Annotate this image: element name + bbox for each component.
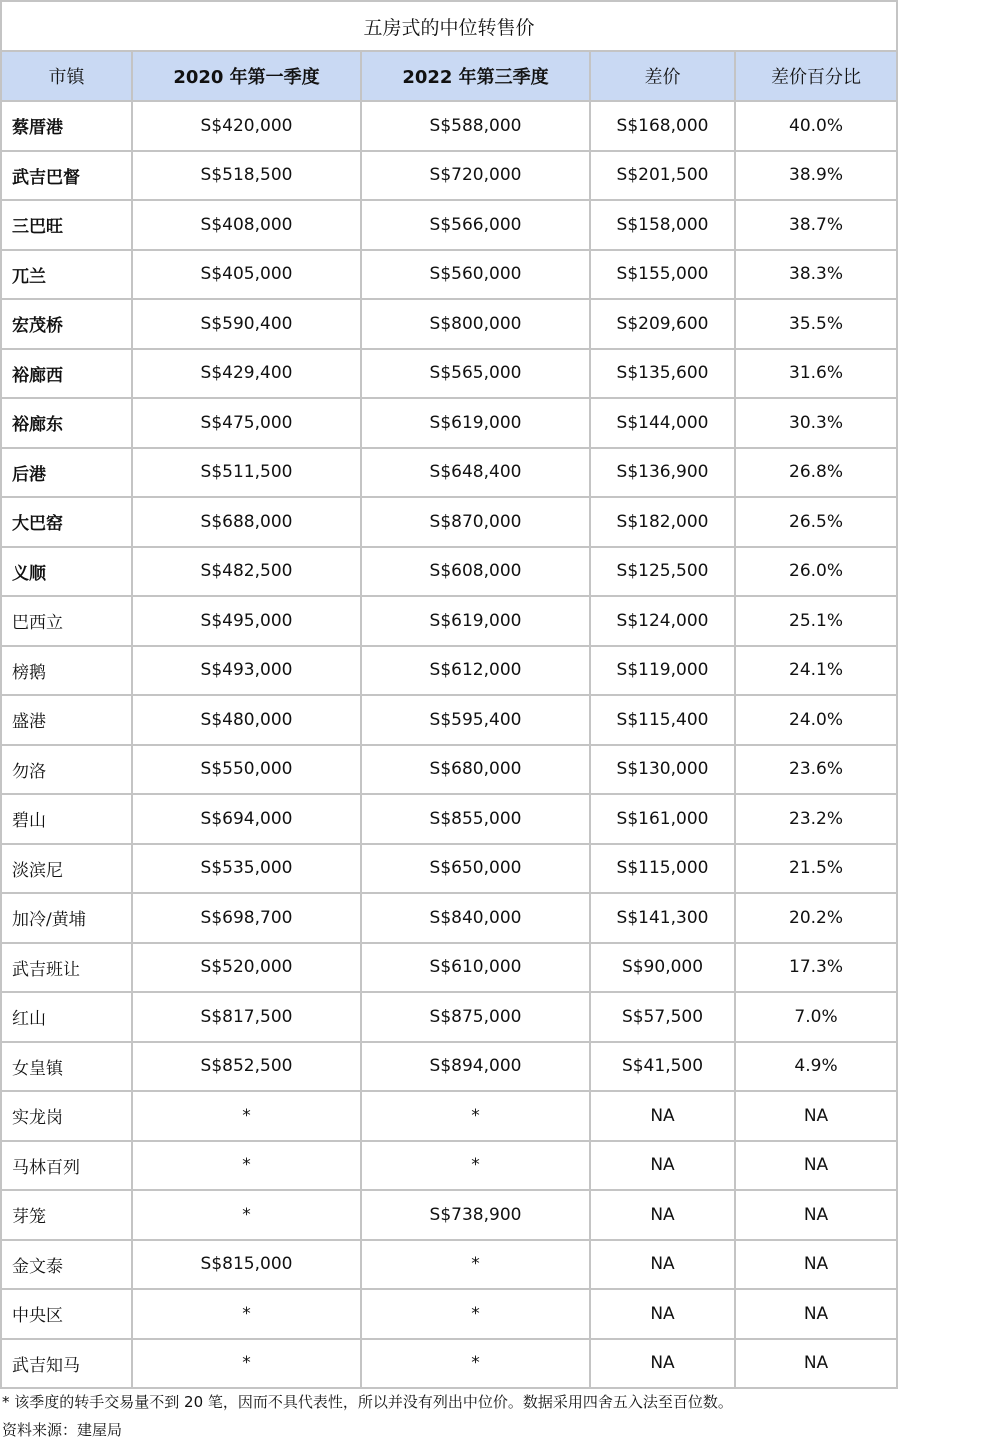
cell-2022q3: S$680,000 — [361, 745, 590, 795]
cell-2020q1: S$518,500 — [132, 151, 361, 201]
cell-2020q1: S$495,000 — [132, 596, 361, 646]
cell-difference-percent: NA — [735, 1339, 897, 1389]
table-row — [1, 151, 897, 201]
cell-town: 大巴窑 — [1, 497, 132, 547]
table-row — [1, 596, 897, 646]
cell-2022q3: S$738,900 — [361, 1190, 590, 1240]
cell-difference: S$115,000 — [590, 844, 735, 894]
cell-difference: S$209,600 — [590, 299, 735, 349]
cell-difference-percent: 35.5% — [735, 299, 897, 349]
cell-2020q1: S$480,000 — [132, 695, 361, 745]
cell-town: 宏茂桥 — [1, 299, 132, 349]
cell-2020q1: S$815,000 — [132, 1240, 361, 1290]
footnote: * 该季度的转手交易量不到 20 笔，因而不具代表性，所以并没有列出中位价。数据采用四舍五入法至百位数。 — [2, 1393, 733, 1411]
cell-town: 碧山 — [1, 794, 132, 844]
cell-difference-percent: 31.6% — [735, 349, 897, 399]
cell-difference-percent: 26.8% — [735, 448, 897, 498]
cell-difference-percent: 24.0% — [735, 695, 897, 745]
table-row — [1, 547, 897, 597]
header-town: 市镇 — [1, 51, 132, 101]
table-row — [1, 299, 897, 349]
cell-difference-percent: 21.5% — [735, 844, 897, 894]
cell-town: 红山 — [1, 992, 132, 1042]
cell-difference: S$124,000 — [590, 596, 735, 646]
cell-difference-percent: 20.2% — [735, 893, 897, 943]
cell-2022q3: S$720,000 — [361, 151, 590, 201]
cell-town: 兀兰 — [1, 250, 132, 300]
cell-difference-percent: NA — [735, 1091, 897, 1141]
cell-2020q1: S$688,000 — [132, 497, 361, 547]
cell-town: 武吉知马 — [1, 1339, 132, 1389]
table-row — [1, 943, 897, 993]
cell-2020q1: S$550,000 — [132, 745, 361, 795]
cell-difference-percent: 30.3% — [735, 398, 897, 448]
cell-difference-percent: 38.7% — [735, 200, 897, 250]
cell-difference-percent: 23.6% — [735, 745, 897, 795]
cell-difference: S$155,000 — [590, 250, 735, 300]
cell-difference: S$161,000 — [590, 794, 735, 844]
table-row — [1, 1289, 897, 1339]
cell-town: 淡滨尼 — [1, 844, 132, 894]
cell-2020q1: * — [132, 1289, 361, 1339]
table-row — [1, 992, 897, 1042]
cell-town: 实龙岗 — [1, 1091, 132, 1141]
table-row — [1, 1240, 897, 1290]
cell-2020q1: S$420,000 — [132, 101, 361, 151]
cell-2020q1: S$590,400 — [132, 299, 361, 349]
header-2020q1: 2020 年第一季度 — [132, 51, 361, 101]
source-note: 资料来源：建屋局 — [2, 1421, 123, 1439]
cell-difference: S$182,000 — [590, 497, 735, 547]
cell-difference-percent: NA — [735, 1141, 897, 1191]
cell-difference: NA — [590, 1190, 735, 1240]
table-title-row — [1, 1, 897, 51]
header-difference: 差价 — [590, 51, 735, 101]
cell-town: 巴西立 — [1, 596, 132, 646]
cell-town: 马林百列 — [1, 1141, 132, 1191]
cell-difference-percent: NA — [735, 1240, 897, 1290]
table-row — [1, 794, 897, 844]
cell-difference: NA — [590, 1339, 735, 1389]
cell-town: 裕廊西 — [1, 349, 132, 399]
cell-town: 后港 — [1, 448, 132, 498]
cell-difference: S$158,000 — [590, 200, 735, 250]
cell-difference: S$90,000 — [590, 943, 735, 993]
cell-difference: S$57,500 — [590, 992, 735, 1042]
cell-town: 蔡厝港 — [1, 101, 132, 151]
cell-2020q1: S$511,500 — [132, 448, 361, 498]
cell-2020q1: S$482,500 — [132, 547, 361, 597]
cell-2022q3: S$800,000 — [361, 299, 590, 349]
cell-2020q1: S$698,700 — [132, 893, 361, 943]
table-row — [1, 1091, 897, 1141]
cell-difference: S$201,500 — [590, 151, 735, 201]
cell-difference: S$115,400 — [590, 695, 735, 745]
cell-difference-percent: 17.3% — [735, 943, 897, 993]
cell-town: 义顺 — [1, 547, 132, 597]
cell-difference-percent: 26.0% — [735, 547, 897, 597]
cell-2022q3: S$875,000 — [361, 992, 590, 1042]
cell-difference: S$41,500 — [590, 1042, 735, 1092]
cell-town: 裕廊东 — [1, 398, 132, 448]
cell-2022q3: S$565,000 — [361, 349, 590, 399]
cell-2022q3: S$612,000 — [361, 646, 590, 696]
cell-2022q3: * — [361, 1240, 590, 1290]
cell-difference-percent: NA — [735, 1289, 897, 1339]
cell-2022q3: S$610,000 — [361, 943, 590, 993]
table-row — [1, 695, 897, 745]
cell-difference: S$125,500 — [590, 547, 735, 597]
table-row — [1, 200, 897, 250]
cell-2020q1: S$520,000 — [132, 943, 361, 993]
header-difference-percent: 差价百分比 — [735, 51, 897, 101]
cell-2020q1: S$535,000 — [132, 844, 361, 894]
cell-2022q3: S$855,000 — [361, 794, 590, 844]
table-row — [1, 1190, 897, 1240]
cell-town: 榜鹅 — [1, 646, 132, 696]
table-row — [1, 398, 897, 448]
cell-difference-percent: 4.9% — [735, 1042, 897, 1092]
table-title: 五房式的中位转售价 — [1, 1, 897, 51]
cell-town: 勿洛 — [1, 745, 132, 795]
cell-2022q3: S$619,000 — [361, 398, 590, 448]
cell-difference-percent: 24.1% — [735, 646, 897, 696]
cell-2022q3: S$894,000 — [361, 1042, 590, 1092]
cell-2020q1: S$493,000 — [132, 646, 361, 696]
cell-difference-percent: 38.3% — [735, 250, 897, 300]
cell-2022q3: S$870,000 — [361, 497, 590, 547]
table-row — [1, 1141, 897, 1191]
table-row — [1, 349, 897, 399]
cell-difference-percent: 7.0% — [735, 992, 897, 1042]
cell-town: 女皇镇 — [1, 1042, 132, 1092]
cell-town: 武吉巴督 — [1, 151, 132, 201]
cell-2022q3: S$560,000 — [361, 250, 590, 300]
cell-2022q3: S$588,000 — [361, 101, 590, 151]
cell-2022q3: S$608,000 — [361, 547, 590, 597]
cell-difference: NA — [590, 1141, 735, 1191]
cell-difference: S$119,000 — [590, 646, 735, 696]
cell-2022q3: * — [361, 1141, 590, 1191]
table-body — [1, 101, 897, 1388]
cell-difference: S$136,900 — [590, 448, 735, 498]
table-row — [1, 646, 897, 696]
cell-difference: S$130,000 — [590, 745, 735, 795]
cell-2020q1: S$429,400 — [132, 349, 361, 399]
table-row — [1, 893, 897, 943]
cell-2020q1: * — [132, 1190, 361, 1240]
cell-difference: S$168,000 — [590, 101, 735, 151]
cell-2022q3: S$840,000 — [361, 893, 590, 943]
cell-town: 中央区 — [1, 1289, 132, 1339]
cell-2020q1: S$694,000 — [132, 794, 361, 844]
cell-difference: NA — [590, 1289, 735, 1339]
cell-2022q3: * — [361, 1339, 590, 1389]
cell-2020q1: * — [132, 1339, 361, 1389]
cell-difference: S$141,300 — [590, 893, 735, 943]
cell-2020q1: S$817,500 — [132, 992, 361, 1042]
cell-2020q1: * — [132, 1091, 361, 1141]
cell-2022q3: S$619,000 — [361, 596, 590, 646]
cell-difference-percent: 38.9% — [735, 151, 897, 201]
table-footer — [2, 1388, 992, 1444]
cell-difference: S$144,000 — [590, 398, 735, 448]
cell-difference-percent: 25.1% — [735, 596, 897, 646]
cell-town: 盛港 — [1, 695, 132, 745]
cell-2022q3: S$566,000 — [361, 200, 590, 250]
cell-town: 芽笼 — [1, 1190, 132, 1240]
table-row — [1, 497, 897, 547]
cell-2022q3: * — [361, 1289, 590, 1339]
cell-difference: S$135,600 — [590, 349, 735, 399]
cell-2022q3: S$648,400 — [361, 448, 590, 498]
cell-difference-percent: 26.5% — [735, 497, 897, 547]
cell-2022q3: * — [361, 1091, 590, 1141]
cell-2020q1: S$408,000 — [132, 200, 361, 250]
table-row — [1, 1042, 897, 1092]
table-row — [1, 250, 897, 300]
cell-2020q1: S$475,000 — [132, 398, 361, 448]
cell-difference: NA — [590, 1091, 735, 1141]
cell-2020q1: * — [132, 1141, 361, 1191]
table-row — [1, 101, 897, 151]
cell-difference-percent: NA — [735, 1190, 897, 1240]
header-2022q3: 2022 年第三季度 — [361, 51, 590, 101]
cell-town: 武吉班让 — [1, 943, 132, 993]
table-row — [1, 448, 897, 498]
cell-difference-percent: 23.2% — [735, 794, 897, 844]
cell-town: 加冷/黄埔 — [1, 893, 132, 943]
cell-2022q3: S$595,400 — [361, 695, 590, 745]
table-header-row — [1, 51, 897, 101]
cell-2020q1: S$405,000 — [132, 250, 361, 300]
cell-2020q1: S$852,500 — [132, 1042, 361, 1092]
cell-2022q3: S$650,000 — [361, 844, 590, 894]
table-row — [1, 1339, 897, 1389]
cell-town: 三巴旺 — [1, 200, 132, 250]
table-row — [1, 745, 897, 795]
cell-difference-percent: 40.0% — [735, 101, 897, 151]
cell-town: 金文泰 — [1, 1240, 132, 1290]
table-row — [1, 844, 897, 894]
cell-difference: NA — [590, 1240, 735, 1290]
